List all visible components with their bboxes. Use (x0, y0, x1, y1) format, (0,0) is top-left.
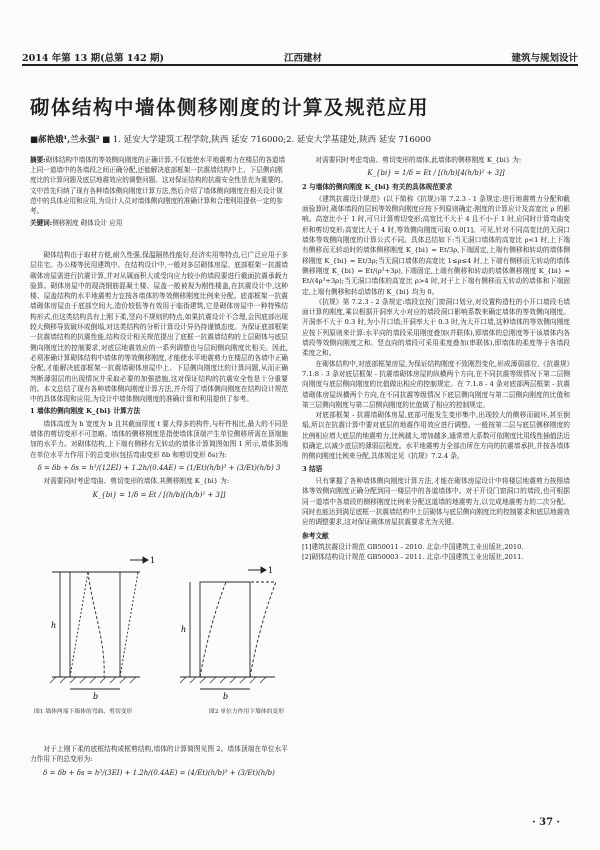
after-figure-paragraph: 对于上刚下柔的底框结构或框剪结构,墙体的计算简图见图 2。墙体顶端在单位水平力作用下的总变形为: (30, 745, 288, 764)
section-1-paragraph: 墙体高度为 h 宽度为 b 且其截面厚度 t 要大得多的构件,与杆件相比,最大的不同是墙体的剪切变形不可忽略。墙体的侧移刚度是指使墙体顶端产生单位侧移所需在顶端施加的水平力。对砌体结构,上下端有侧移有无转动的墙体计算简图如图 1 所示,墙体顶端在单位水平力作用下的总变形(包括弯曲变形 δb 和剪切变形 δs)为: (30, 419, 288, 459)
equation-1-body: δ = δb + δs = h³/(12EI) + 1.2h/(0.4AE) = (1/Et)(h/b)³ + (3/Et)(h/b) (37, 463, 274, 472)
fig2-b-label: b (223, 692, 229, 701)
equation-4: K_{bi} = 1/δ = Et / [(h/b)[4(h/b)² + 3]] (367, 169, 505, 178)
paper-title: 砌体结构中墙体侧移刚度的计算及规范应用 (30, 96, 430, 119)
journal-issue: 2014 年第 13 期(总第 142 期) (22, 53, 165, 64)
figure-1-2 (30, 552, 288, 736)
keywords-text: 侧移刚度 砌体设计 应用 (52, 219, 123, 228)
abstract-text: 砌体结构中墙体的等效侧向刚度的正确计算,不仅能使水平地震剪力在楼层的各道墙上同一道墙中的各墙段之间正确分配,还能解决底部框架一抗震墙结构中上、下层侧向刚度比的计算问题及底层地震效应的调整问题。这对保证结构的抗震安全性是充为重要的。文中首先归纳了现有各种墙体侧向刚度计算方法,然后介绍了墙体侧向刚度在相关设计规范中的具体应用和应用,为设计人员对墙体侧向刚度的准确计算和合理利用提供一定的参考。 (30, 156, 288, 216)
keywords-label: 关键词: (30, 219, 53, 228)
section-name: 建筑与规划设计 (511, 53, 578, 64)
fig2-load-label: 1 (268, 566, 274, 575)
section-3-paragraph: 只有掌握了各种墙体侧向刚度计算方法,才能在砌体房屋设计中将楼层地震剪力按照墙体等效侧向刚度正确分配到同一楼层中的各道墙体中。对于开设门窗洞口的墙段,也可根据同一道墙中各墙段的侧移刚度比例来分配这道墙的地震剪力,以完成地震剪力的二次分配。同时也能达到满足底框一抗震墙结构中上层砌体与底层侧向刚度比的控制要求和底层地震效应的调整要求,这对保证砌体房屋抗震要求尤为关键。 (302, 476, 570, 527)
reference-item: [1]建筑抗震设计规范 GB50011 - 2010. 北京:中国建筑工业出版社,2010. (302, 542, 524, 551)
abstract (30, 155, 288, 247)
left-column-bottom (30, 744, 288, 781)
reference-item: [2]砌体结构设计规范 GB50003 - 2011. 北京:中国建筑工业出版社,2011. (302, 552, 524, 561)
figure-drawing (30, 552, 288, 702)
equation-1-number: 3 (275, 463, 281, 472)
fig1-load-label: 1 (150, 556, 156, 565)
journal-name: 江西建材 (284, 53, 323, 64)
section-1-paragraph-2: 对需要同时考虑弯曲、剪切变形的墙体,其侧移刚度 K_{bi} 为: (43, 477, 230, 486)
right-column (302, 155, 570, 562)
references-heading: 参考文献 (302, 532, 329, 541)
fig2-hatch (180, 677, 266, 683)
right-intro-paragraph: 对需要同时考虑弯曲、剪切变形的墙体,此墙体的侧移刚度 K_{bi} 为: (315, 156, 522, 164)
equation-2: K_{bi} = 1/δ = Et / [(h/b)[(h/b)² + 3]] (92, 490, 226, 499)
running-header (22, 48, 578, 66)
fig1-hatch (50, 677, 136, 683)
section-2-paragraph-3: 在砌体结构中,对底部框架房屋,为保证结构刚度不致刚烈变化,形成薄弱部位,《抗震规》7.1.8 - 3 条对底层框架 - 抗震墙砌体房屋的纵横两个方向,在不同抗震等级情况下第二层侧向刚度与底层侧向刚度的比值做出相应的控制规定。在 7.1.8 - 4 条对底部两层框架 - 抗震墙砌体房屋纵横两个方向,在不同抗震等级情况下底层侧向刚度与第二层侧向刚度的比值和第三层侧向刚度与第二层侧向刚度的比值做了相应的控制规定。 (302, 359, 570, 409)
section-1-heading: 1 墙体的侧向刚度 K_{bi} 计算方法 (30, 407, 141, 416)
figure-2-caption: 图2 单位力作用下墙体的变形 (208, 709, 284, 715)
section-3-heading: 3 结语 (302, 464, 323, 473)
section-2-paragraph-1: 《建筑抗震设计规范》(以下简称《抗规》)第 7.2.3 - 1 条规定:进行地震剪力分配和截面验算时,砌体墙段的层间等效侧向刚度应按下列原则确定:刚度的计算应计及高宽比 ρ 的影响。高宽比小于 1 时,可只计算剪切变形;高宽比不大于 4 且不小于 1 时,应同时计算弯曲变形和剪切变形;高宽比大于 4 时,等效侧向刚度可取 0.0[1]。可见,针对不同高宽比的无洞口墙体等效侧向刚度的计算公式不同。具体总结如下:当无洞口墙体的高宽比 ρ<1 时,上下端有侧移而无转动时的墙体侧移刚度 K_{bi} = Et/3ρ,下端固定,上端有侧移和转动的墙体侧移刚度 K_{bi} = Et/3ρ;当无洞口墙体的高宽比 1≤ρ≤4 时,上下端有侧移而无转动的墙体侧移刚度 K_{bi} = Et/(ρ³+3ρ),下端固定,上端有侧移和转动的墙体侧移刚度 K_{bi} = Et/(4ρ³+3ρ);当无洞口墙体的高宽比 ρ>4 时,对于上下端有侧移而无转动的墙体和下端固定,上端有侧移和转动墙体的 K_{bi} 均为 0。 (302, 194, 570, 296)
equation-1 (30, 463, 288, 473)
fig1-wall (52, 557, 148, 689)
fig2-h-label: h (181, 625, 187, 634)
section-2-heading: 2 与墙体的侧向刚度 K_{bi} 有关的具体规范要求 (302, 182, 453, 191)
fig1-h-label: h (51, 621, 57, 630)
left-column (30, 250, 288, 503)
fig2-wall (180, 567, 276, 689)
author-affiliations: ■ 1. 延安大学建筑工程学院,陕西 延安 716000;2. 延安大学基建处,陕西 延安 716000 (102, 135, 431, 145)
section-2-paragraph-4: 对底部框架 - 抗震墙砌体房屋,底部可能发生变形集中,出现较大的侧移而破坏,甚至倒塌,所以在抗震计算中要对底层的地震作用效应进行调整。一般按第二层与底层侧移刚度的比例相应增大底层的地震剪力,比例越大,增加越多,通常增大系数可依刚度比用线性插值法近似确定,以减少底层的薄弱层程度。水平地震剪力全部由所在方向的抗震墙承担,并按各墙体的侧向刚度比例来分配,具体规定见《抗规》7.2.4 条。 (302, 411, 570, 461)
author-names: ■郝艳娥¹,兰永强² (30, 135, 100, 145)
section-2-paragraph-2: 《抗规》第 7.2.3 - 2 条规定:墙段宜按门窗洞口划分,对设置构造柱的小开口墙段毛墙面计算的刚度,乘以根据开洞率大小对应的墙段洞口影响系数来确定墙体的等效侧向刚度。开洞率不大于 0.3 时,为小开口墙;开洞率大于 0.3 时,为大开口墙,这种墙体的等效侧向刚度应按下列原则来计算:水平向的墙段采用刚度叠加(并联体),即墙体的总刚度等于该墙体内各墙段等效侧向刚度之和。竖直向的墙段可采用柔度叠加(串联体),即墙体的柔度等于各墙段柔度之和。 (302, 297, 570, 358)
intro-paragraph: 砌体结构由于取材方便,耐久性强,保温隔热性能好,经济实用等特点,已广泛应用于多层住宅、办公楼等民用建筑中。在结构设计中,一般对多层砌体房屋、底部框架一抗震墙砌体房屋需进行抗震计算,并对从属面积大或受向应力较小的墙段要进行截面抗震承载力验算。砌体房屋中的现浇钢筋混凝土楼、屋盖一般被视为刚性楼盖,在抗震设计中,这种楼、屋盖结构的水平地震剪力宜按各墙体的等效侧移刚度比例来分配。底部框架一抗震墙砌体房屋由于底部空间大,造价较低等有效用于临街建筑,它是砌体房屋中一种特殊结构形式,但这类结构具有上刚下柔,竖向不规则的特点,如果抗震设计不合理,会因底部出现较大侧移导致破坏或倒塌,对这类结构的分析计算设计异仍持谨慎态度。为保证底部框架一抗震墙结构的抗震性能,结构设计相关规范提出了底框一抗震墙结构的上层砌体与底层侧向刚度比的控制要求,对底层地震效应的一系列调整也与层间侧向刚度比相关。因此,必须准确计算砌体结构中墙体的等效侧移刚度,才能使水平地震剪力在楼层的各墙中正确分配,才能解决底部框架一抗震墙砌体房屋中上、下层侧向刚度比的计算问题,从而正确判断薄弱层的出现情况并采取必要的加强措施,这对保证结构的抗震安全性是十分重要的。本文总结了现有各种墙体侧向刚度计算方法,并介绍了墙体侧向刚度在结构设计规范中的具体体现和应用,为设计中墙体侧向刚度的准确计算和利用提供了参考。 (30, 251, 288, 404)
equation-3: δ = δb + δs = h³/(3EI) + 1.2h/(0.4AE) = (4/Et)(h/b)³ + (3/Et)(h/b) (43, 768, 275, 777)
author-line (30, 133, 431, 145)
page-number: · 37 · (532, 817, 560, 828)
keywords (30, 218, 288, 228)
figure-1-caption: 图1 墙体两端下墙体的弯曲、剪切变形 (34, 709, 133, 715)
abstract-label: 摘要: (30, 156, 46, 164)
fig1-b-label: b (93, 692, 99, 701)
